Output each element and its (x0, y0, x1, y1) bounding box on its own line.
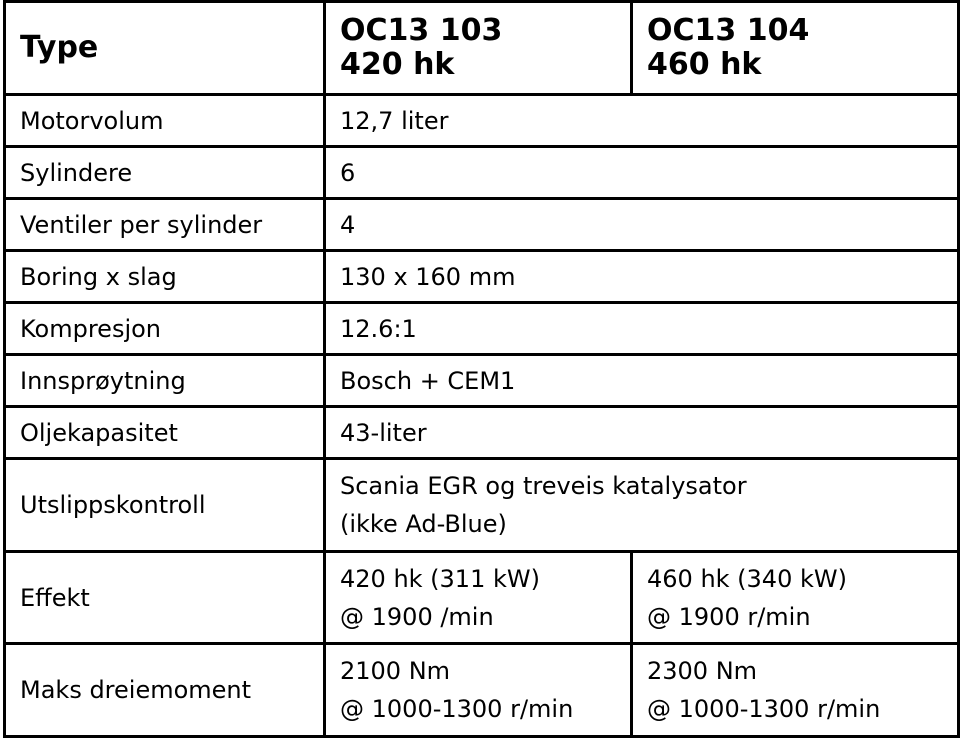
row-value: 4 (325, 199, 959, 251)
value-line: Scania EGR og treveis katalysator (340, 471, 747, 500)
value-line: @ 1000-1300 r/min (340, 695, 574, 724)
row-value-oc13-104 (632, 551, 959, 644)
row-value: 12,7 liter (325, 95, 959, 147)
table-row-maks-dreiemoment (5, 644, 959, 737)
row-label: Effekt (5, 551, 325, 644)
table-row-kompresjon (5, 303, 959, 355)
header-variant-oc13-103 (325, 2, 632, 95)
value-line: @ 1900 /min (340, 602, 494, 631)
table-header-row (5, 2, 959, 95)
row-value: 12.6:1 (325, 303, 959, 355)
row-label: Sylindere (5, 147, 325, 199)
value-line: @ 1000-1300 r/min (647, 695, 881, 724)
row-value: 130 x 160 mm (325, 251, 959, 303)
row-label: Kompresjon (5, 303, 325, 355)
value-line: 420 hk (311 kW) (340, 564, 540, 593)
value-line: 2100 Nm (340, 657, 451, 686)
row-label: Utslippskontroll (5, 459, 325, 552)
row-value: Bosch + CEM1 (325, 355, 959, 407)
value-line: @ 1900 r/min (647, 602, 811, 631)
row-label: Innsprøytning (5, 355, 325, 407)
engine-spec-table (3, 0, 960, 738)
header-type-label: Type (5, 2, 325, 95)
table-row-boring (5, 251, 959, 303)
row-value: 6 (325, 147, 959, 199)
table-row-motorvolum (5, 95, 959, 147)
variant-power: 420 hk (340, 47, 455, 82)
table-row-utslippskontroll (5, 459, 959, 552)
row-label: Ventiler per sylinder (5, 199, 325, 251)
table-row-oljekapasitet (5, 407, 959, 459)
value-line: 2300 Nm (647, 657, 758, 686)
table-row-ventiler (5, 199, 959, 251)
variant-model: OC13 104 (647, 13, 810, 48)
variant-model: OC13 103 (340, 13, 503, 48)
variant-power: 460 hk (647, 47, 762, 82)
table-row-innsproytning (5, 355, 959, 407)
header-variant-oc13-104 (632, 2, 959, 95)
row-label: Oljekapasitet (5, 407, 325, 459)
row-value-oc13-104 (632, 644, 959, 737)
row-value-oc13-103 (325, 551, 632, 644)
value-line: (ikke Ad-Blue) (340, 509, 507, 538)
row-value (325, 459, 959, 552)
row-label: Maks dreiemoment (5, 644, 325, 737)
table-row-sylindere (5, 147, 959, 199)
row-value: 43-liter (325, 407, 959, 459)
row-label: Motorvolum (5, 95, 325, 147)
value-line: 460 hk (340 kW) (647, 564, 847, 593)
row-value-oc13-103 (325, 644, 632, 737)
table-row-effekt (5, 551, 959, 644)
row-label: Boring x slag (5, 251, 325, 303)
